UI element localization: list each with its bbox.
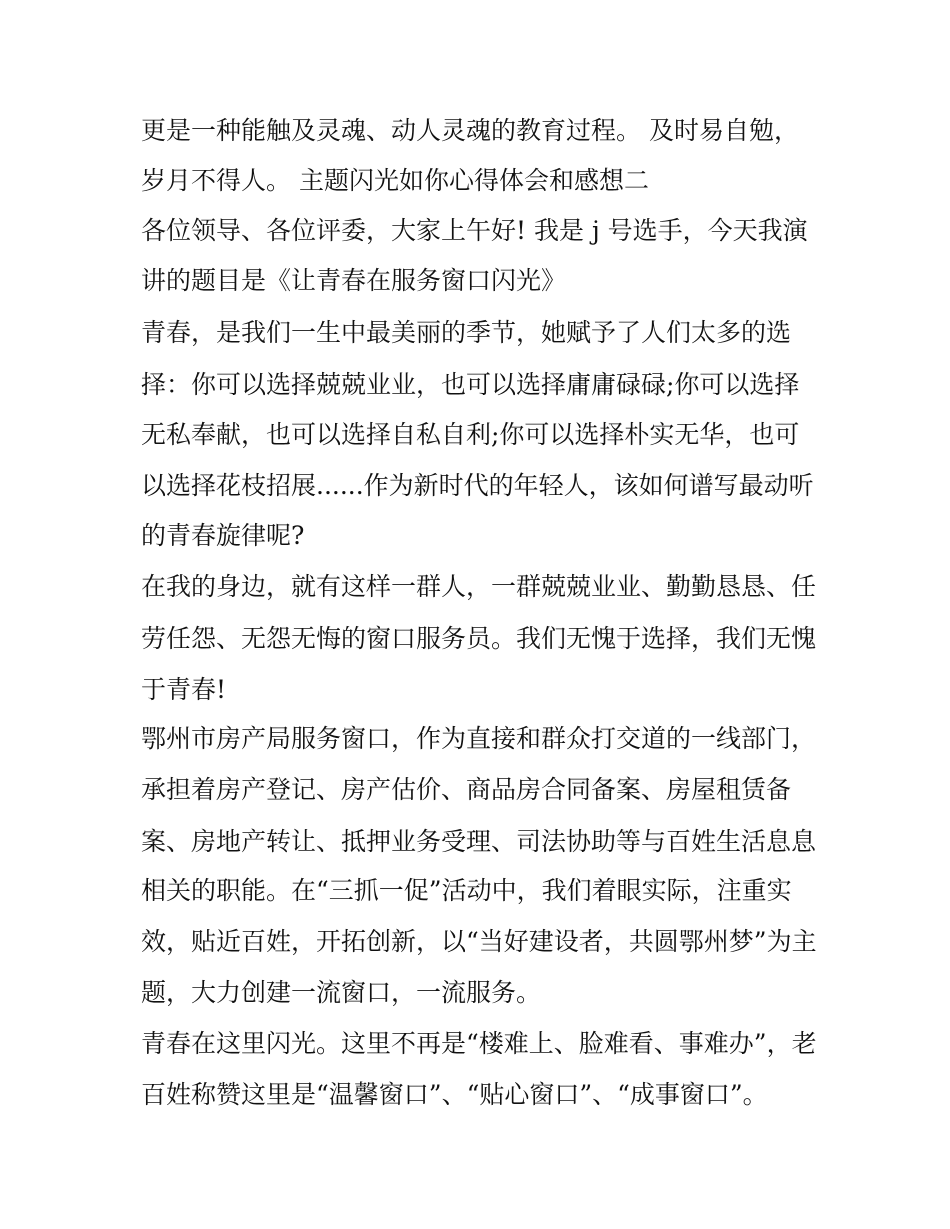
text-line: 更是一种能触及灵魂、动人灵魂的教育过程。 及时易自勉， bbox=[141, 116, 799, 145]
text-line: 效，贴近百姓，开拓创新，以“当好建设者，共圆鄂州梦”为主 bbox=[141, 927, 817, 956]
text-line: 岁月不得人。 主题闪光如你心得体会和感想二 bbox=[141, 166, 649, 195]
text-line: 相关的职能。在“三抓一促”活动中，我们着眼实际，注重实 bbox=[141, 876, 792, 905]
text-line: 在我的身边，就有这样一群人，一群兢兢业业、勤勤恳恳、任 bbox=[141, 572, 817, 601]
text-line: 案、房地产转让、抵押业务受理、司法协助等与百姓生活息息 bbox=[141, 827, 817, 856]
text-line: 各位领导、各位评委，大家上午好! 我是 j 号选手，今天我演 bbox=[141, 216, 808, 245]
text-line: 鄂州市房产局服务窗口，作为直接和群众打交道的一线部门， bbox=[141, 724, 817, 753]
text-line: 于青春! bbox=[141, 675, 227, 704]
text-line: 以选择花枝招展......作为新时代的年轻人，该如何谱写最动听 bbox=[141, 471, 814, 500]
text-line: 青春，是我们一生中最美丽的季节，她赋予了人们太多的选 bbox=[141, 318, 792, 347]
text-line: 百姓称赞这里是“温馨窗口”、“贴心窗口”、“成事窗口”。 bbox=[141, 1080, 768, 1109]
text-line: 劳任怨、无怨无悔的窗口服务员。我们无愧于选择，我们无愧 bbox=[141, 624, 817, 653]
text-line: 题，大力创建一流窗口，一流服务。 bbox=[141, 978, 542, 1007]
text-line: 的青春旋律呢? bbox=[141, 521, 305, 550]
text-line: 青春在这里闪光。这里不再是“楼难上、脸难看、事难办”，老 bbox=[141, 1029, 817, 1058]
text-line: 讲的题目是《让青春在服务窗口闪光》 bbox=[141, 266, 567, 295]
text-line: 无私奉献，也可以选择自私自利;你可以选择朴实无华，也可 bbox=[141, 420, 800, 449]
text-line: 择：你可以选择兢兢业业，也可以选择庸庸碌碌;你可以选择 bbox=[141, 370, 800, 399]
text-line: 承担着房产登记、房产估价、商品房合同备案、房屋租赁备 bbox=[141, 775, 792, 804]
